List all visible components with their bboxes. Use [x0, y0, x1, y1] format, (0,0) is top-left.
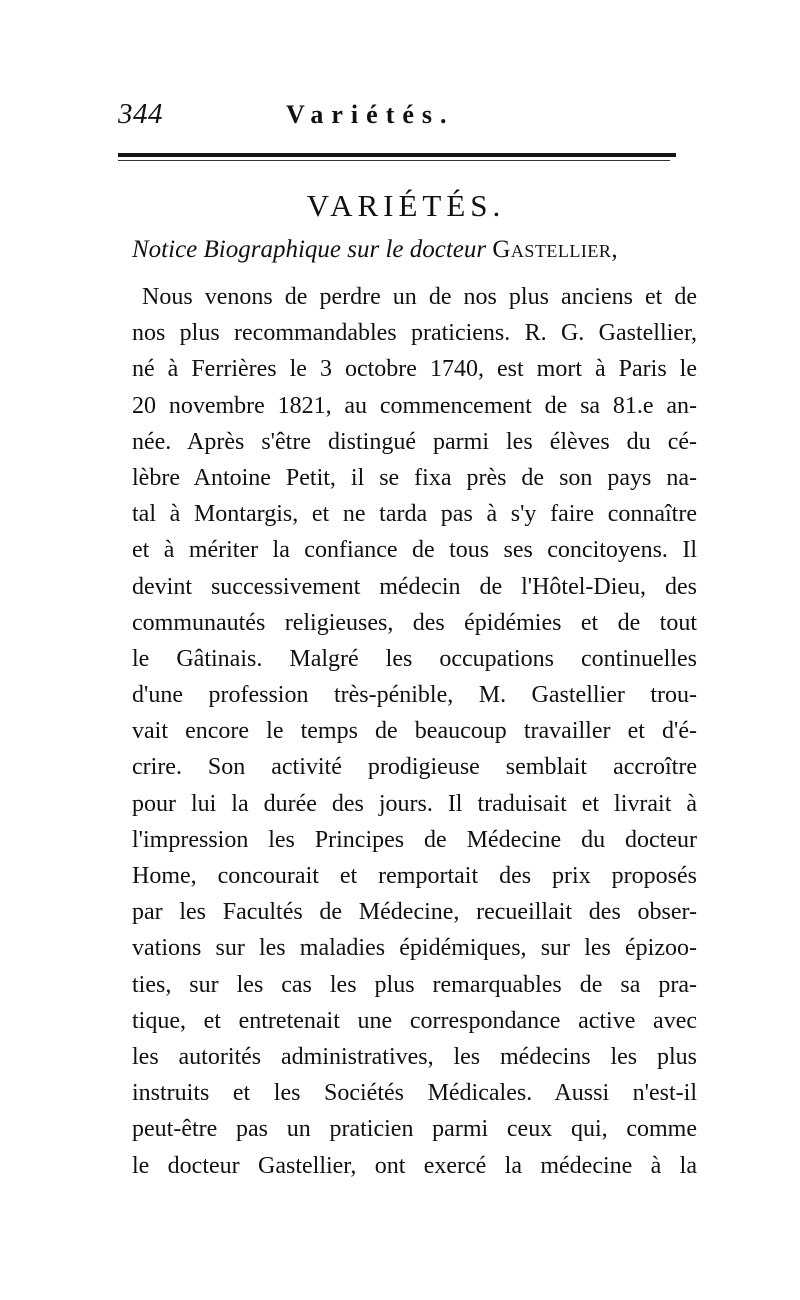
- text-line: instruits et les Sociétés Médicales. Aussi n'est-il: [132, 1080, 697, 1107]
- subtitle-text: Notice Biographique sur le docteur: [132, 236, 487, 263]
- text-line: peut-être pas un praticien parmi ceux qui, comme: [132, 1116, 697, 1143]
- text-line: tique, et entretenait une correspondance active avec: [132, 1007, 697, 1034]
- header-rule-thick: [118, 153, 676, 157]
- text-line: pour lui la durée des jours. Il traduisait et livrait à: [132, 790, 697, 817]
- text-line: et à mériter la confiance de tous ses concitoyens. Il: [132, 537, 697, 564]
- text-line: devint successivement médecin de l'Hôtel-Dieu, des: [132, 573, 697, 600]
- article-subtitle: [132, 236, 692, 264]
- text-line: ties, sur les cas les plus remarquables de sa pra-: [132, 971, 697, 998]
- header-rule: [118, 153, 676, 161]
- text-line: né à Ferrières le 3 octobre 1740, est mort à Paris le: [132, 356, 697, 383]
- text-line: l'impression les Principes de Médecine du docteur: [132, 826, 697, 853]
- header-rule-thin: [118, 160, 670, 161]
- subtitle-name: Gastellier,: [492, 236, 619, 263]
- text-line: vait encore le temps de beaucoup travailler et d'é-: [132, 718, 697, 745]
- text-line: lèbre Antoine Petit, il se fixa près de son pays na-: [132, 464, 697, 491]
- text-line: 20 novembre 1821, au commencement de sa 81.e an-: [132, 392, 697, 419]
- running-head: [118, 98, 678, 138]
- page-number: 344: [118, 98, 163, 130]
- section-title: VARIÉTÉS.: [306, 188, 506, 223]
- text-line: née. Après s'être distingué parmi les élèves du cé-: [132, 428, 697, 455]
- text-line: nos plus recommandables praticiens. R. G. Gastellier,: [132, 320, 697, 347]
- text-line: Nous venons de perdre un de nos plus anciens et de: [142, 284, 697, 310]
- text-line: les autorités administratives, les médecins les plus: [132, 1043, 697, 1070]
- text-line: le Gâtinais. Malgré les occupations continuelles: [132, 645, 697, 672]
- body-text: [132, 279, 697, 1184]
- text-line: Home, concourait et remportait des prix proposés: [132, 863, 697, 889]
- running-title: Variétés.: [286, 100, 455, 129]
- text-line: tal à Montargis, et ne tarda pas à s'y faire connaître: [132, 501, 697, 528]
- text-line: vations sur les maladies épidémiques, sur les épizoo-: [132, 935, 697, 962]
- text-line: d'une profession très-pénible, M. Gastellier trou-: [132, 682, 697, 709]
- text-line: crire. Son activité prodigieuse semblait accroître: [132, 754, 697, 781]
- text-line: par les Facultés de Médecine, recueillait des obser-: [132, 899, 697, 926]
- text-line: communautés religieuses, des épidémies et de tout: [132, 609, 697, 636]
- text-line: le docteur Gastellier, ont exercé la médecine à la: [132, 1152, 697, 1179]
